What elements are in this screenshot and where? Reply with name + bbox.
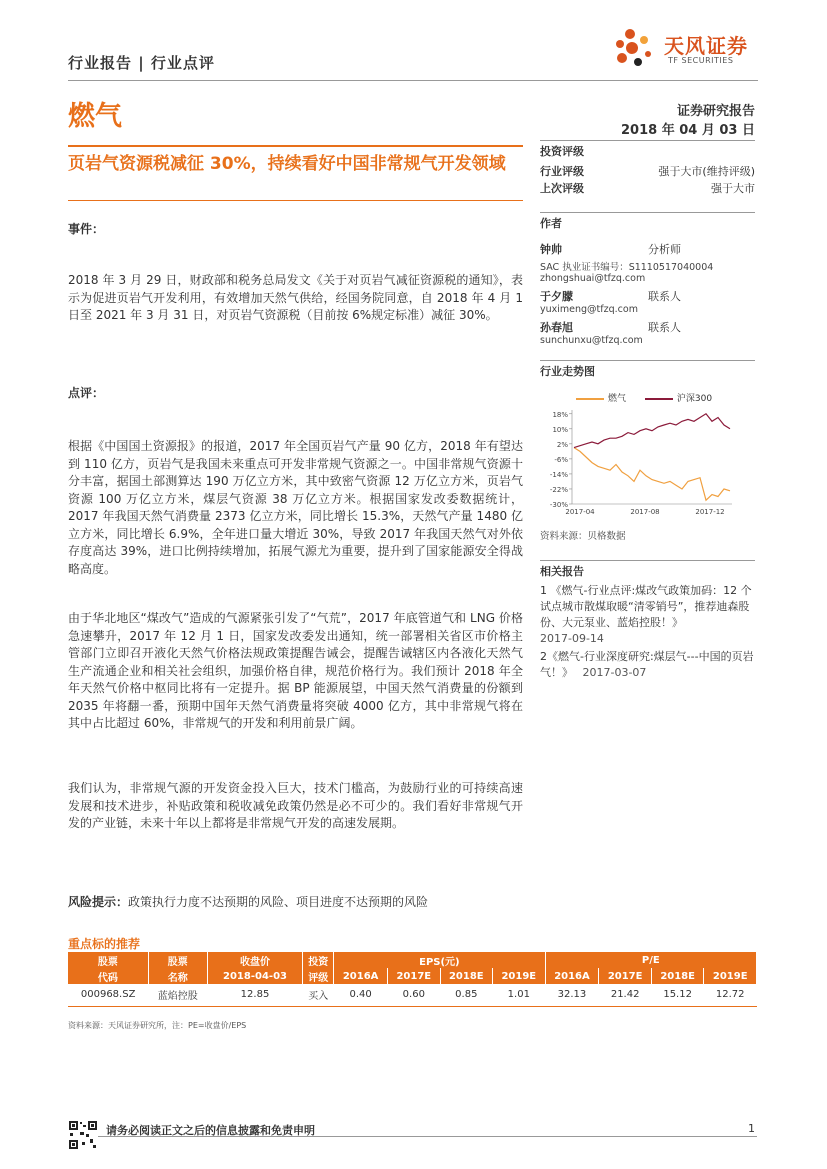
y-tick-label: -6% [554, 455, 568, 464]
table-header: 2017E [599, 968, 652, 984]
trend-block [540, 360, 755, 542]
related-title[interactable]: 2《燃气-行业深度研究:煤层气---中国的页岩气！》 [540, 650, 754, 679]
rating-row [540, 180, 755, 197]
title-rule-bottom [68, 200, 523, 201]
table-cell: 12.85 [207, 984, 303, 1006]
series-line-hs300 [574, 414, 730, 448]
table-cell: 21.42 [599, 984, 652, 1006]
comment-paragraph: 我们认为，非常规气源的开发资金投入巨大，技术门槛高，为鼓励行业的可持续高速发展和技术进步，补贴政策和税收减免政策仍然是必不可少的。我们看好非常规气开发的产业链，未来十年以上都将是非常规气开发的高速发展期。 [68, 781, 523, 830]
report-title: 页岩气资源税减征 30%，持续看好中国非常规气开发领域 [68, 154, 506, 174]
picks-table [68, 952, 757, 1007]
y-tick-label: -14% [549, 470, 568, 479]
related-date: 2017-09-14 [540, 632, 604, 645]
author-entry [540, 319, 755, 335]
picks-title: 重点标的推荐 [68, 937, 141, 951]
series-line-gas [574, 448, 730, 501]
report-date: 2018 年 04 月 03 日 [621, 123, 755, 138]
author-role: 分析师 [648, 243, 681, 256]
table-header: 2018-04-03 [207, 968, 303, 984]
table-header: 2017E [388, 968, 441, 984]
legend-label: 沪深300 [676, 394, 713, 404]
risk-note [68, 893, 428, 910]
author-role: 联系人 [648, 290, 681, 303]
table-header: 2016A [545, 968, 599, 984]
event-text: 2018 年 3 月 29 日，财政部和税务总局发文《关于对页岩气减征资源税的通知》，表示为促进页岩气开发利用，有效增加天然气供给，经国务院同意，自 2018 年 4 月 1 日至 2021 年 3 月 31 日，对页岩气资源税（目前按 6%规定标准）减征 30%。 [68, 273, 523, 322]
y-tick-label: 2% [556, 440, 568, 449]
table-cell: 32.13 [545, 984, 599, 1006]
authors-head: 作者 [540, 212, 755, 231]
legend-swatch-gas [576, 398, 604, 400]
table-row [68, 984, 757, 1006]
author-name: 钟帅 [540, 243, 562, 256]
footer-disclaimer: 请务必阅读正文之后的信息披露和免责申明 [106, 1124, 315, 1137]
y-tick-label: 10% [552, 425, 568, 434]
rating-head: 投资评级 [540, 140, 755, 159]
risk-label: 风险提示： [68, 895, 129, 909]
legend-item [645, 394, 712, 404]
risk-text: 政策执行力度不达预期的风险、项目进度不达预期的风险 [128, 895, 429, 909]
rating-row [540, 163, 755, 180]
brand-name: 天风证券 [664, 34, 748, 58]
related-title[interactable]: 1 《燃气-行业点评:煤改气政策加码：12 个试点城市散煤取暖“清零销号”，推荐迪森股份、大元泵业、蓝焰控股！》 [540, 584, 752, 629]
header-divider [68, 80, 758, 81]
x-tick-label: 2017-12 [695, 508, 725, 516]
comment-label: 点评： [68, 386, 105, 400]
author-name: 孙春旭 [540, 321, 573, 334]
table-header: 2018E [440, 968, 493, 984]
x-tick-label: 2017-08 [630, 508, 660, 516]
table-header: 2018E [651, 968, 704, 984]
trend-chart [540, 404, 740, 522]
y-tick-label: -30% [549, 501, 568, 509]
event-label: 事件： [68, 222, 105, 236]
table-header: 收盘价 [207, 952, 303, 968]
table-cell: 15.12 [651, 984, 704, 1006]
table-cell: 1.01 [493, 984, 546, 1006]
author-entry [540, 241, 755, 257]
author-license: SAC 执业证书编号：S1110517040004 [540, 262, 714, 273]
table-cell: 000968.SZ [68, 984, 148, 1006]
author-email[interactable]: sunchunxu@tfzq.com [540, 335, 643, 346]
related-block [540, 560, 755, 681]
sector-title: 燃气 [68, 101, 122, 132]
rating-value: 强于大市 [711, 182, 755, 195]
trend-head: 行业走势图 [540, 360, 755, 379]
table-cell: 蓝焰控股 [148, 984, 207, 1006]
table-source: 资料来源：天风证券研究所，注：PE=收盘价/EPS [68, 1021, 247, 1030]
related-item[interactable] [540, 649, 755, 681]
table-cell: 0.85 [440, 984, 493, 1006]
author-entry [540, 288, 755, 304]
y-tick-label: -22% [549, 485, 568, 494]
table-header-row [68, 952, 757, 968]
chart-source: 资料来源：贝格数据 [540, 531, 626, 542]
table-header: 2019E [704, 968, 757, 984]
legend-label: 燃气 [608, 394, 627, 404]
comment-paragraph: 根据《中国国土资源报》的报道，2017 年全国页岩气产量 90 亿方，2018 年有望达到 110 亿方，页岩气是我国未来重点可开发非常规气资源之一。中国非常规气资源十分丰富，据国土部测算达 190 万亿立方米，其中致密气资源 12 万亿立方米，页岩气资源 100 万亿立方米，煤层气资源 38 万亿立方米。根据国家发改委数据统计，2017 年我国天然气消费量 2373 亿立方米，同比增长 15.3%，天然气产量 1480 亿立方米，同比增长 6.9%，全年进口量大增近 30%，导致 2017 年我国天然气对外依存度高达 39%，进口比例持续增加，拓展气源尤为重要，提升到了国家能源安全得战略高度。 [68, 439, 523, 576]
related-item[interactable] [540, 583, 755, 647]
title-rule-top [68, 145, 523, 147]
chart-legend [540, 391, 755, 404]
qr-code-icon [68, 1120, 98, 1150]
table-header-row [68, 968, 757, 984]
x-tick-label: 2017-04 [565, 508, 595, 516]
table-header: 投资 [303, 952, 334, 968]
author-role: 联系人 [648, 321, 681, 334]
authors-block [540, 212, 755, 346]
table-header: 2019E [493, 968, 546, 984]
table-header: 2016A [334, 968, 388, 984]
table-header: 股票 [148, 952, 207, 968]
table-cell: 0.60 [388, 984, 441, 1006]
rating-value: 强于大市(维持评级) [658, 165, 755, 178]
related-date: 2017-03-07 [582, 666, 647, 679]
rating-key: 行业评级 [540, 165, 584, 178]
brand-subtitle: TF SECURITIES [668, 56, 734, 65]
author-name: 于夕朦 [540, 290, 573, 303]
report-category: 行业报告 | 行业点评 [68, 54, 215, 72]
table-cell: 12.72 [704, 984, 757, 1006]
table-header: 股票 [68, 952, 148, 968]
legend-item [576, 394, 626, 404]
related-head: 相关报告 [540, 560, 755, 579]
comment-paragraph: 由于华北地区“煤改气”造成的气源紧张引发了“气荒”，2017 年底管道气和 LNG 价格急速攀升，2017 年 12 月 1 日，国家发改委发出通知，统一部署相关省区市价格主管部门立即召开液化天然气价格法规政策提醒告诫会，提醒告诫辖区内各液化天然气生产流通企业和相关社会组织，加强价格自律，规范价格行为。我们预计 2018 年全年天然气价格中枢同比将有一定提升。据 BP 能源展望，中国天然气消费量的份额到 2035 年将翻一番，预期中国年天然气消费量将突破 4000 亿方，其中非常规气将在其中占比超过 60%，非常规气的开发和利用前景广阔。 [68, 611, 523, 730]
table-header: 评级 [303, 968, 334, 984]
table-header: 名称 [148, 968, 207, 984]
table-header: EPS(元) [334, 952, 545, 968]
table-header: P/E [545, 952, 756, 968]
rating-key: 上次评级 [540, 182, 584, 195]
page-number: 1 [748, 1122, 755, 1135]
legend-swatch-hs300 [645, 398, 673, 400]
author-email[interactable]: zhongshuai@tfzq.com [540, 273, 646, 284]
table-header: 代码 [68, 968, 148, 984]
report-type: 证券研究报告 [676, 104, 755, 119]
table-cell: 0.40 [334, 984, 388, 1006]
rating-block [540, 140, 755, 197]
table-cell: 买入 [303, 984, 334, 1006]
author-email[interactable]: yuximeng@tfzq.com [540, 304, 638, 315]
y-tick-label: 18% [552, 410, 568, 419]
